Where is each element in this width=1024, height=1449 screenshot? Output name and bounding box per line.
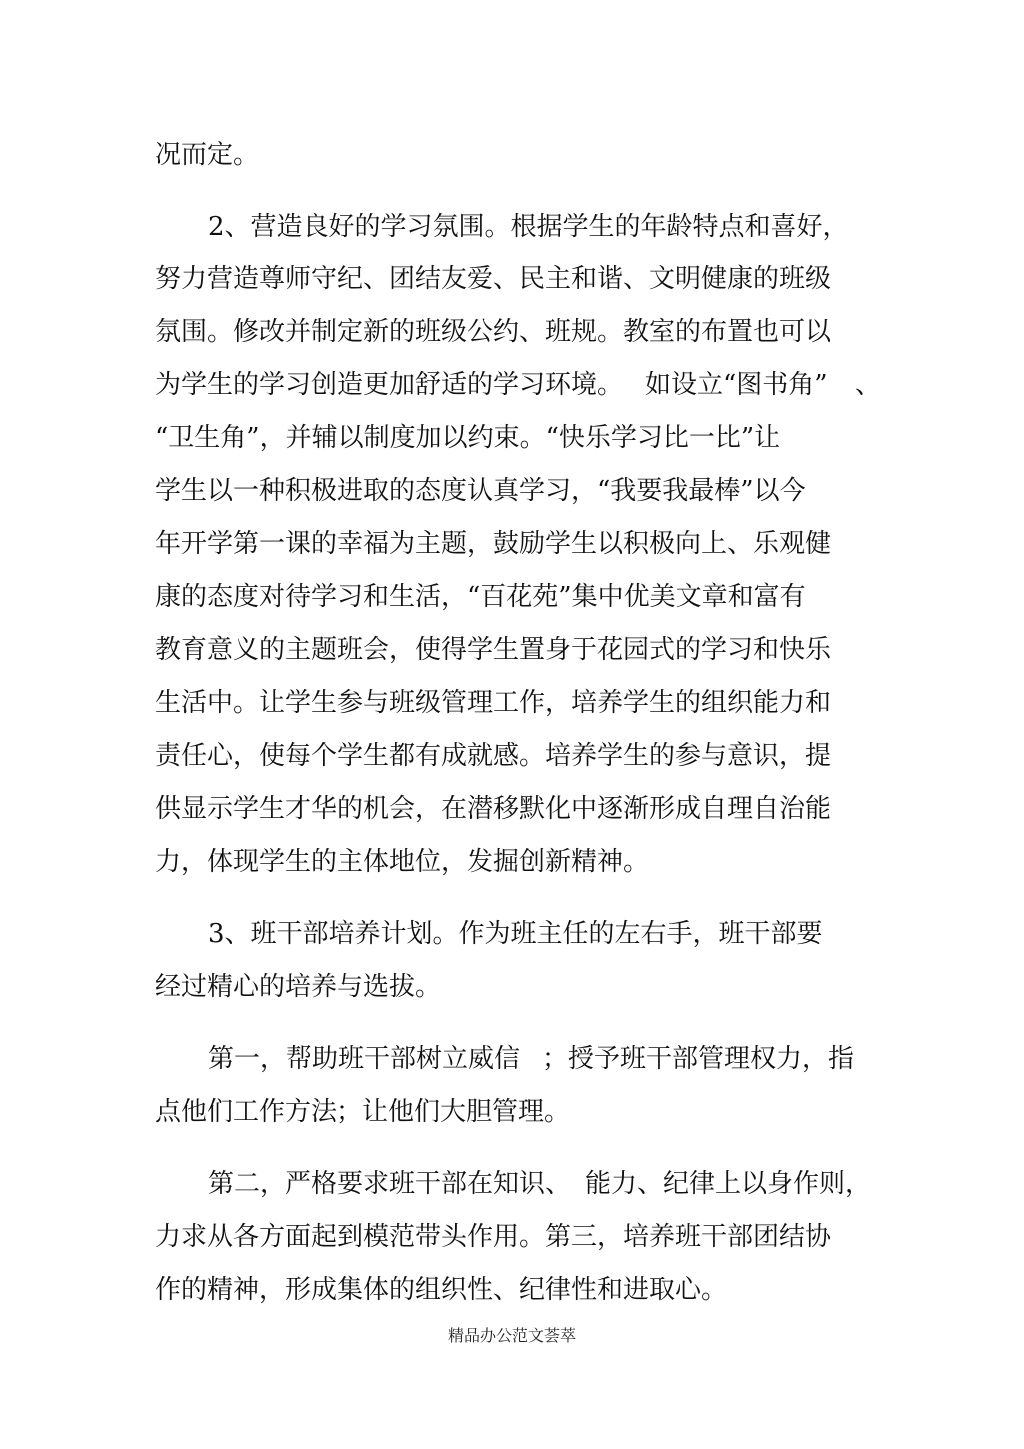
text-line: 严格要求班干部在知识、	[285, 1169, 572, 1199]
text-line: 康的态度对待学习和生活，“百花苑”集中优美文章和富有	[155, 582, 806, 612]
text-line: 3、班干部培养计划。作为班主任的左右手，班干部要	[208, 919, 823, 949]
page-footer: 精品办公范文荟萃	[447, 1326, 576, 1345]
text-line: 教育意义的主题班会，使得学生置身于花园式的学习和快乐	[155, 635, 832, 665]
text-line: 能力、纪律上以身作则，	[585, 1169, 872, 1199]
text-line: 经过精心的培养与选拔。	[155, 972, 442, 1002]
text-line: 第二，	[208, 1169, 287, 1199]
text-line: ；让他们大胆管理。	[336, 1097, 571, 1127]
text-line: 年开学第一课的幸福为主题，鼓励学生以积极向上、乐观健	[155, 529, 832, 559]
text-line: 氛围。修改并制定新的班级公约、班规。教室的布置也可以	[155, 317, 832, 347]
text-line: 供显示学生才华的机会，在潜移默化中逐渐形成自理自治能	[155, 794, 832, 824]
text-line: 为学生的学习创造更加舒适的学习环境。	[155, 370, 624, 400]
text-line: 力，体现学生的主体地位，发掘创新精神。	[155, 847, 650, 877]
text-line: 点他们工作方法	[155, 1097, 338, 1127]
text-line: “卫生角”，并辅以制度加以约束。“快乐学习比一比”让	[155, 423, 781, 453]
text-line: 、	[855, 370, 882, 400]
text-line: 如设立“图书角”	[645, 370, 828, 400]
text-line: 2、营造良好的学习氛围。根据学生的年龄特点和喜好，	[208, 212, 849, 242]
text-line: 况而定。	[155, 140, 260, 170]
text-line: 生活中。让学生参与班级管理工作，培养学生的组织能力和	[155, 688, 832, 718]
text-line: 力求从各方面起到模范带头作用。第三，培养班干部团结协	[155, 1222, 832, 1252]
text-line: 学生以一种积极进取的态度认真学习，“我要我最棒”以今	[155, 476, 806, 506]
text-line: ；授予班干部管理权力，指	[542, 1044, 855, 1074]
text-line: 责任心，使每个学生都有成就感。培养学生的参与意识，提	[155, 741, 832, 771]
text-line: 第一，帮助班干部树立威信	[208, 1044, 521, 1074]
text-line: 作的精神，形成集体的组织性、纪律性和进取心。	[155, 1275, 728, 1305]
text-line: 努力营造尊师守纪、团结友爱、民主和谐、文明健康的班级	[155, 264, 832, 294]
